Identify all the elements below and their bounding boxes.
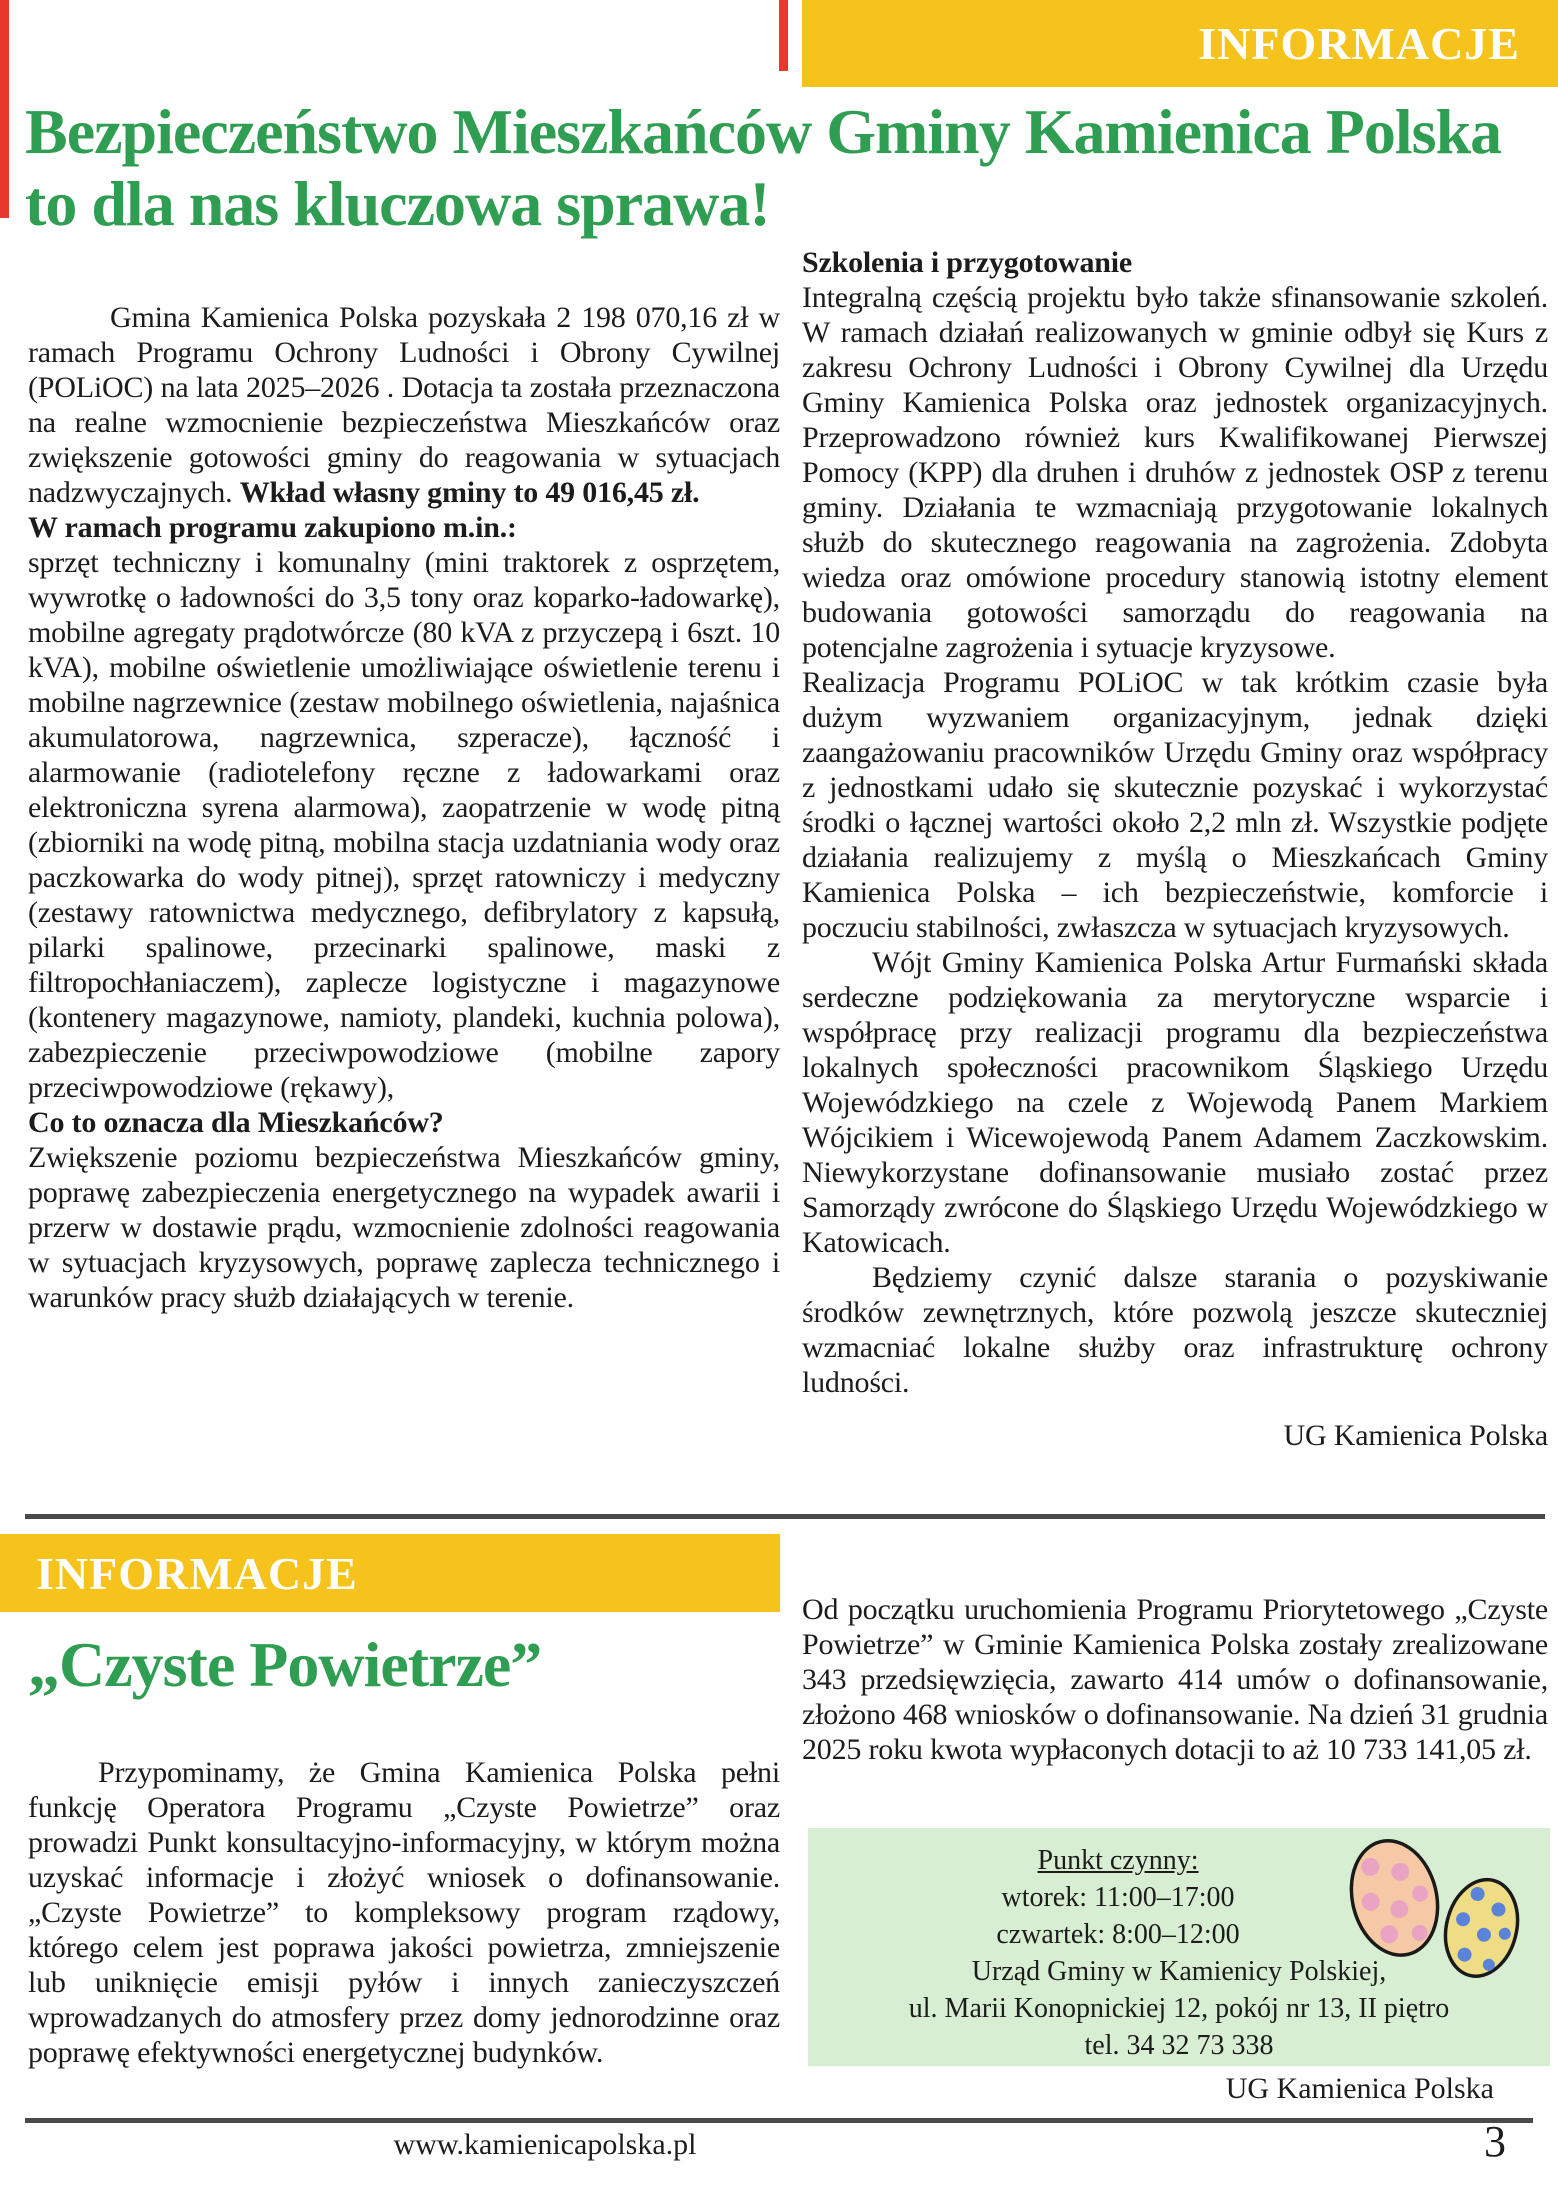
article1-subhead-training: Szkolenia i przygotowanie: [802, 246, 1132, 279]
page-number: 3: [1484, 2117, 1506, 2166]
article1-right-column: [802, 245, 1548, 1453]
contact-hours-block: [808, 1842, 1428, 1953]
section-divider-rule: [25, 1514, 1545, 1519]
article1-paragraph-realization: Realizacja Programu POLiOC w tak krótkim czasie była dużym wyzwaniem organizacyjnym, jednak dzięki zaangażowaniu pracowników Urzędu Gminy oraz współpracy z jednostkami udało się skutecznie pozyskać i wykorzystać środki o łącznej wartości około 2,2 mln zł. Wszystkie podjęte działania realizujemy z myślą o Mieszkańcach Gminy Kamienica Polska – ich bezpieczeństwie, komforcie i poczuciu stabilności, zwłaszcza w sytuacjach kryzysowych.: [802, 666, 1548, 944]
article1-paragraph-benefits: Zwiększenie poziomu bezpieczeństwa Mieszkańców gminy, poprawę zabezpieczenia energetycznego na wypadek awarii i przerw w dostawie prądu, wzmocnienie zdolności reagowania w sytuacjach kryzysowych, poprawę zaplecza technicznego i warunków pracy służb działających w terenie.: [28, 1141, 780, 1314]
section-banner-top-label: INFORMACJE: [1198, 18, 1520, 69]
section-banner-mid: [0, 1534, 780, 1612]
contact-hours-thursday: czwartek: 8:00–12:00: [996, 1919, 1240, 1950]
article1-paragraph-equipment: sprzęt techniczny i komunalny (mini traktorek z osprzętem, wywrotkę o ładowności do 3,5 tony oraz koparko-ładowarkę), mobilne agregaty prądotwórcze (80 kVA z przyczepą i 6szt. 10 kVA), mobilne oświetlenie umożliwiające oświetlenie terenu i mobilne nagrzewnice (zestaw mobilnego oświetlenia, najaśnica akumulatorowa, nagrzewnica, szperacze), łączność i alarmowanie (radiotelefony ręczne z ładowarkami oraz elektroniczna syrena alarmowa), zaopatrzenie w wodę pitną (zbiorniki na wodę pitną, mobilna stacja uzdatniania wody oraz paczkowarka do wody pitnej), sprzęt ratowniczy i medyczny (zestawy ratownictwa medycznego, defibrylatory z kapsułą, pilarki spalinowe, przecinarki spalinowe, maski z filtropochłaniaczem), zaplecze logistyczne i magazynowe (kontenery magazynowe, namioty, plandeki, kuchnia polowa), zabezpieczenie przeciwpowodziowe (mobilne zapory przeciwpowodziowe (rękawy),: [28, 546, 780, 1104]
article2-paragraph-stats: Od początku uruchomienia Programu Priorytetowego „Czyste Powietrze” w Gminie Kamienica Polska zostały zrealizowane 343 przedsięwzięcia, zawarto 414 umów o dofinansowanie, złożono 468 wniosków o dofinansowanie. Na dzień 31 grudnia 2025 roku kwota wypłaconych dotacji to aż 10 733 141,05 zł.: [802, 1593, 1548, 1766]
article1-signature: UG Kamienica Polska: [1283, 1419, 1548, 1452]
article1-paragraph-future: Będziemy czynić dalsze starania o pozyskiwanie środków zewnętrznych, które pozwolą jeszcze skuteczniej wzmacniać lokalne służby oraz infrastrukturę ochrony ludności.: [802, 1261, 1548, 1399]
article1-left-column: [28, 300, 780, 1315]
contact-title: Punkt czynny:: [1037, 1845, 1199, 1876]
article2-left-column: [28, 1755, 780, 2070]
contact-phone: tel. 34 32 73 338: [1084, 2030, 1274, 2061]
article1-paragraph-funding-text: Gmina Kamienica Polska pozyskała 2 198 070,16 zł w ramach Programu Ochrony Ludności i Obrony Cywilnej (POLiOC) na lata 2025–2026 . Dotacja ta została przeznaczona na realne wzmocnienie bezpieczeństwa Mieszkańców oraz zwiększenie gotowości gminy do reagowania w sytuacjach nadzwyczajnych.: [28, 301, 780, 509]
article1-paragraph-training: Integralną częścią projektu było także sfinansowanie szkoleń. W ramach działań realizowanych w gminie odbył się Kurs z zakresu Ochrony Ludności i Obrony Cywilnej dla Urzędu Gminy Kamienica Polska oraz jednostek organizacyjnych. Przeprowadzono również kurs Kwalifikowanej Pierwszej Pomocy (KPP) dla druhen i druhów z jednostek OSP z terenu gminy. Działania te wzmacniają przygotowanie lokalnych służb do skutecznego reagowania na zagrożenia. Zdobyta wiedza oraz omówione procedury stanowią istotny element budowania gotowości samorządu do reagowania na potencjalne zagrożenia i sytuacje kryzysowe.: [802, 281, 1548, 664]
article1-headline: [25, 96, 1545, 240]
section-banner-mid-label: INFORMACJE: [36, 1547, 358, 1599]
red-center-tick: [779, 0, 788, 71]
contact-hours-tuesday: wtorek: 11:00–17:00: [1001, 1882, 1235, 1913]
contact-address-line2: ul. Marii Konopnickiej 12, pokój nr 13, II piętro: [908, 1993, 1450, 2024]
article1-own-contribution-bold: Wkład własny gminy to 49 016,45 zł.: [239, 476, 700, 509]
article2-paragraph-program: Przypominamy, że Gmina Kamienica Polska pełni funkcję Operatora Programu „Czyste Powietrze” oraz prowadzi Punkt konsultacyjno-informacyjny, w którym można uzyskać informacje i złożyć wniosek o dofinansowanie.„Czyste Powietrze” to kompleksowy program rządowy, którego celem jest poprawa jakości powietrza, zmniejszenie lub uniknięcie emisji pyłów i innych zanieczyszczeń wprowadzanych do atmosfery przez domy jednorodzinne oraz poprawę efektywności energetycznej budynków.: [28, 1756, 780, 2069]
article2-signature: UG Kamienica Polska: [1225, 2072, 1494, 2105]
article2-right-column: [802, 1592, 1548, 1767]
article1-paragraph-thanks: Wójt Gminy Kamienica Polska Artur Furmański składa serdeczne podziękowania za merytoryczne wsparcie i współpracę przy realizacji programu dla bezpieczeństwa lokalnych społeczności pracownikom Śląskiego Urzędu Wojewódzkiego na czele z Wojewodą Panem Markiem Wójcikiem i Wicewojewodą Panem Adamem Zaczkowskim. Niewykorzystane dofinansowanie musiało zostać przez Samorządy zwrócone do Śląskiego Urzędu Wojewódzkiego w Katowicach.: [802, 946, 1548, 1259]
article1-headline-line2: to dla nas kluczowa sprawa!: [25, 168, 770, 239]
easter-egg-yellow-icon: [1436, 1870, 1528, 1982]
contact-address-line1: Urząd Gminy w Kamienicy Polskiej,: [971, 1956, 1387, 1987]
footer-rule: [25, 2118, 1533, 2123]
red-margin-bar: [0, 0, 9, 218]
article1-headline-line1: Bezpieczeństwo Mieszkańców Gminy Kamienica Polska: [25, 96, 1502, 167]
article1-subhead-purchases: W ramach programu zakupiono m.in.:: [28, 511, 517, 544]
contact-info-box: [808, 1828, 1550, 2066]
article2-headline: „Czyste Powietrze”: [28, 1629, 542, 1700]
footer-website-url: www.kamienicapolska.pl: [393, 2128, 697, 2161]
easter-egg-peach-icon: [1340, 1830, 1448, 1962]
article1-paragraph-funding: [28, 300, 780, 510]
section-banner-top: [802, 0, 1558, 87]
article1-subhead-meaning: Co to oznacza dla Mieszkańców?: [28, 1106, 444, 1139]
